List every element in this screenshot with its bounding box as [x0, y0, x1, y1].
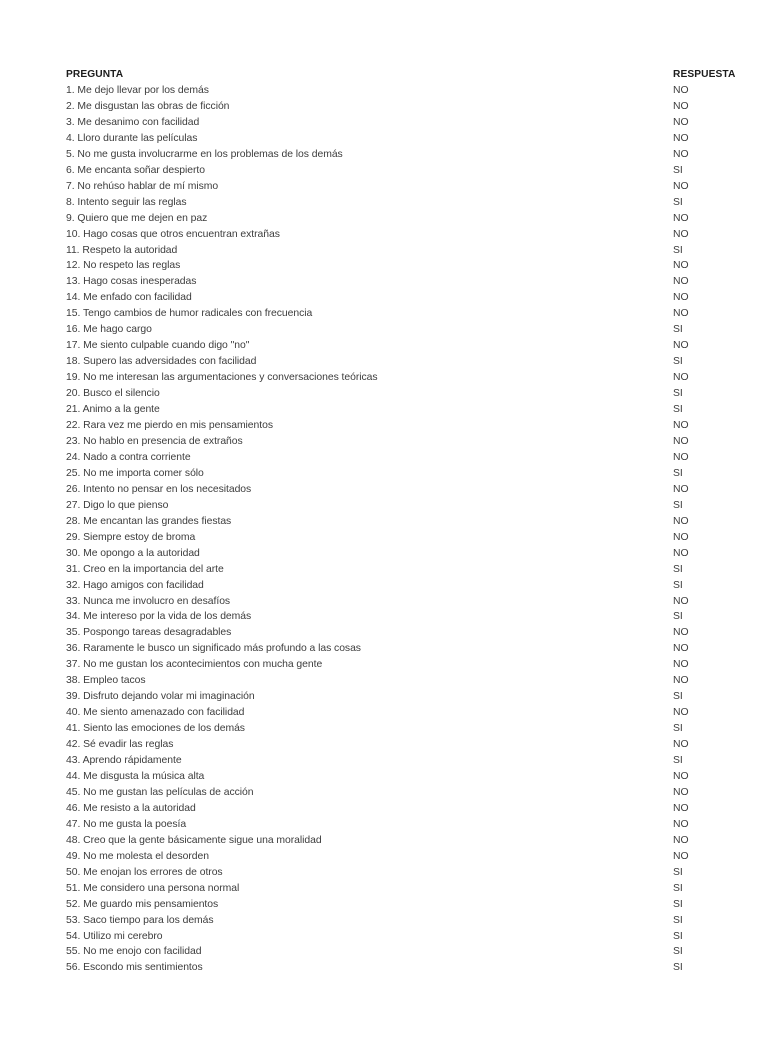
- table-row: [66, 673, 733, 689]
- question-number: 2.: [66, 100, 75, 112]
- question-text: Creo que la gente básicamente sigue una moralidad: [83, 834, 322, 846]
- answer-cell: SI: [673, 388, 683, 400]
- answer-cell: SI: [673, 563, 683, 575]
- table-row: [66, 83, 733, 99]
- question-cell: [66, 482, 673, 498]
- question-text: No me enojo con facilidad: [83, 946, 202, 958]
- question-cell: [66, 944, 673, 960]
- question-number: 32.: [66, 579, 81, 591]
- question-number: 20.: [66, 388, 81, 400]
- answer-cell: SI: [673, 882, 683, 894]
- answer-cell: NO: [673, 85, 689, 96]
- question-number: 51.: [66, 882, 81, 894]
- question-text: Pospongo tareas desagradables: [83, 627, 232, 639]
- table-row: [66, 434, 733, 450]
- question-text: No me interesan las argumentaciones y conversaciones teóricas: [83, 372, 378, 384]
- question-text: Siento las emociones de los demás: [83, 723, 245, 735]
- question-text: Hago cosas inesperadas: [83, 276, 197, 288]
- question-number: 34.: [66, 611, 81, 623]
- question-text: Quiero que me dejen en paz: [77, 212, 208, 224]
- question-number: 26.: [66, 483, 81, 495]
- question-text: Rara vez me pierdo en mis pensamientos: [83, 420, 273, 432]
- question-text: Saco tiempo para los demás: [83, 914, 214, 926]
- question-cell: [66, 753, 673, 769]
- answer-cell: NO: [673, 260, 689, 272]
- answer-cell: NO: [673, 802, 689, 814]
- question-text: Me resisto a la autoridad: [83, 802, 196, 814]
- question-text: Lloro durante las películas: [77, 132, 198, 144]
- question-text: Me disgusta la música alta: [83, 770, 205, 782]
- table-row: [66, 753, 733, 769]
- table-row: [66, 386, 733, 402]
- answer-cell: NO: [673, 483, 689, 495]
- table-row: [66, 929, 733, 945]
- question-text: Sé evadir las reglas: [83, 739, 174, 751]
- answer-cell: NO: [673, 228, 689, 240]
- table-row: [66, 833, 733, 849]
- question-cell: [66, 705, 673, 721]
- question-cell: [66, 83, 673, 99]
- question-number: 30.: [66, 547, 81, 559]
- question-text: Siempre estoy de broma: [83, 531, 196, 543]
- question-text: No me molesta el desorden: [83, 850, 209, 862]
- table-row: [66, 721, 733, 737]
- question-cell: [66, 115, 673, 131]
- column-header-question: PREGUNTA: [66, 69, 124, 80]
- answer-cell: NO: [673, 276, 689, 288]
- answer-cell: SI: [673, 914, 683, 926]
- answer-cell: NO: [673, 739, 689, 751]
- table-row: [66, 769, 733, 785]
- question-text: Me dejo llevar por los demás: [77, 85, 209, 96]
- question-cell: [66, 897, 673, 913]
- question-cell: [66, 530, 673, 546]
- question-number: 17.: [66, 340, 81, 352]
- table-row: [66, 354, 733, 370]
- question-number: 41.: [66, 723, 81, 735]
- question-cell: [66, 434, 673, 450]
- answer-cell: NO: [673, 451, 689, 463]
- table-row: [66, 290, 733, 306]
- question-number: 42.: [66, 739, 81, 751]
- table-row: [66, 322, 733, 338]
- table-row: [66, 546, 733, 562]
- question-cell: [66, 195, 673, 211]
- question-cell: [66, 801, 673, 817]
- question-text: No me gusta la poesía: [83, 818, 187, 830]
- question-text: Raramente le busco un significado más profundo a las cosas: [83, 643, 361, 655]
- question-number: 45.: [66, 786, 81, 798]
- question-text: Me encantan las grandes fiestas: [83, 515, 232, 527]
- answer-cell: NO: [673, 180, 689, 192]
- question-number: 37.: [66, 659, 81, 671]
- question-text: Me guardo mis pensamientos: [83, 898, 219, 910]
- question-text: Me considero una persona normal: [83, 882, 240, 894]
- table-row: [66, 657, 733, 673]
- answer-cell: NO: [673, 212, 689, 224]
- question-cell: [66, 402, 673, 418]
- answer-cell: SI: [673, 866, 683, 878]
- answer-cell: NO: [673, 531, 689, 543]
- table-row: [66, 498, 733, 514]
- question-cell: [66, 514, 673, 530]
- answer-cell: NO: [673, 148, 689, 160]
- answer-cell: SI: [673, 164, 683, 176]
- question-cell: [66, 418, 673, 434]
- question-text: No me gusta involucrarme en los problemas de los demás: [77, 148, 343, 160]
- table-row: [66, 530, 733, 546]
- question-number: 4.: [66, 132, 75, 144]
- table-row: [66, 785, 733, 801]
- table-row: [66, 960, 733, 976]
- question-number: 36.: [66, 643, 81, 655]
- answer-cell: NO: [673, 786, 689, 798]
- table-row: [66, 482, 733, 498]
- question-text: Creo en la importancia del arte: [83, 563, 224, 575]
- answer-cell: NO: [673, 116, 689, 128]
- answer-cell: SI: [673, 946, 683, 958]
- answer-cell: SI: [673, 898, 683, 910]
- table-row: [66, 258, 733, 274]
- question-cell: [66, 785, 673, 801]
- question-number: 14.: [66, 292, 81, 304]
- question-text: Me hago cargo: [83, 324, 152, 336]
- question-cell: [66, 306, 673, 322]
- question-number: 38.: [66, 675, 81, 687]
- table-row: [66, 306, 733, 322]
- question-number: 50.: [66, 866, 81, 878]
- column-header-answer: RESPUESTA: [673, 69, 736, 80]
- question-text: Utilizo mi cerebro: [83, 930, 163, 942]
- question-cell: [66, 243, 673, 259]
- question-number: 9.: [66, 212, 75, 224]
- question-cell: [66, 147, 673, 163]
- question-cell: [66, 546, 673, 562]
- question-cell: [66, 960, 673, 976]
- answer-cell: NO: [673, 850, 689, 862]
- answer-cell: NO: [673, 340, 689, 352]
- table-header-row: [66, 66, 733, 83]
- table-row: [66, 689, 733, 705]
- answer-cell: NO: [673, 770, 689, 782]
- answer-cell: NO: [673, 547, 689, 559]
- question-cell: [66, 274, 673, 290]
- question-cell: [66, 131, 673, 147]
- question-cell: [66, 258, 673, 274]
- question-cell: [66, 657, 673, 673]
- question-number: 31.: [66, 563, 81, 575]
- question-text: Escondo mis sentimientos: [83, 962, 203, 974]
- question-number: 52.: [66, 898, 81, 910]
- table-row: [66, 179, 733, 195]
- question-text: Respeto la autoridad: [82, 244, 178, 256]
- question-text: Me desanimo con facilidad: [77, 116, 200, 128]
- question-text: Me opongo a la autoridad: [83, 547, 200, 559]
- table-row: [66, 227, 733, 243]
- question-number: 3.: [66, 116, 75, 128]
- question-text: Supero las adversidades con facilidad: [83, 356, 257, 368]
- question-text: No hablo en presencia de extraños: [83, 435, 243, 447]
- question-cell: [66, 689, 673, 705]
- question-number: 15.: [66, 308, 81, 320]
- table-row: [66, 243, 733, 259]
- question-number: 54.: [66, 930, 81, 942]
- answer-cell: NO: [673, 834, 689, 846]
- question-cell: [66, 578, 673, 594]
- table-row: [66, 817, 733, 833]
- answer-cell: NO: [673, 292, 689, 304]
- question-cell: [66, 179, 673, 195]
- answer-cell: NO: [673, 132, 689, 144]
- question-cell: [66, 721, 673, 737]
- question-cell: [66, 338, 673, 354]
- answer-cell: NO: [673, 100, 689, 112]
- table-row: [66, 147, 733, 163]
- question-cell: [66, 737, 673, 753]
- question-cell: [66, 466, 673, 482]
- question-number: 28.: [66, 515, 81, 527]
- question-cell: [66, 769, 673, 785]
- question-number: 29.: [66, 531, 81, 543]
- table-row: [66, 625, 733, 641]
- question-number: 40.: [66, 707, 81, 719]
- question-cell: [66, 163, 673, 179]
- table-row: [66, 578, 733, 594]
- question-number: 21.: [66, 404, 81, 416]
- answer-cell: SI: [673, 930, 683, 942]
- question-text: Empleo tacos: [83, 675, 146, 687]
- table-row: [66, 211, 733, 227]
- answer-cell: SI: [673, 579, 683, 591]
- question-cell: [66, 211, 673, 227]
- question-number: 16.: [66, 324, 81, 336]
- answer-cell: SI: [673, 404, 683, 416]
- question-number: 53.: [66, 914, 81, 926]
- table-row: [66, 705, 733, 721]
- table-row: [66, 944, 733, 960]
- question-number: 5.: [66, 148, 75, 160]
- question-cell: [66, 849, 673, 865]
- question-text: No respeto las reglas: [83, 260, 181, 272]
- question-cell: [66, 881, 673, 897]
- table-body: [66, 83, 733, 976]
- table-row: [66, 163, 733, 179]
- table-row: [66, 195, 733, 211]
- question-number: 49.: [66, 850, 81, 862]
- answer-cell: SI: [673, 356, 683, 368]
- question-cell: [66, 913, 673, 929]
- question-number: 1.: [66, 85, 75, 96]
- table-row: [66, 881, 733, 897]
- table-row: [66, 274, 733, 290]
- question-number: 11.: [66, 244, 80, 256]
- table-row: [66, 131, 733, 147]
- question-cell: [66, 562, 673, 578]
- table-row: [66, 418, 733, 434]
- answer-cell: NO: [673, 707, 689, 719]
- question-text: Me intereso por la vida de los demás: [83, 611, 252, 623]
- answer-cell: NO: [673, 435, 689, 447]
- question-text: Intento no pensar en los necesitados: [83, 483, 252, 495]
- question-number: 39.: [66, 691, 81, 703]
- question-number: 35.: [66, 627, 81, 639]
- answer-cell: SI: [673, 755, 683, 767]
- question-number: 7.: [66, 180, 75, 192]
- question-number: 13.: [66, 276, 81, 288]
- table-row: [66, 801, 733, 817]
- table-row: [66, 115, 733, 131]
- answer-cell: SI: [673, 499, 683, 511]
- question-text: Tengo cambios de humor radicales con frecuencia: [82, 308, 313, 320]
- question-cell: [66, 673, 673, 689]
- answer-cell: SI: [673, 723, 683, 735]
- question-text: Aprendo rápidamente: [82, 755, 182, 767]
- table-row: [66, 370, 733, 386]
- question-number: 19.: [66, 372, 81, 384]
- question-text: Animo a la gente: [82, 404, 160, 416]
- table-row: [66, 737, 733, 753]
- question-number: 18.: [66, 356, 81, 368]
- questionnaire-table: [66, 66, 736, 976]
- table-row: [66, 641, 733, 657]
- question-text: Intento seguir las reglas: [77, 196, 187, 208]
- answer-cell: NO: [673, 308, 689, 320]
- question-number: 44.: [66, 770, 81, 782]
- question-text: Me disgustan las obras de ficción: [77, 100, 230, 112]
- question-cell: [66, 817, 673, 833]
- question-text: No rehúso hablar de mí mismo: [77, 180, 219, 192]
- question-number: 33.: [66, 595, 81, 607]
- table-header: [66, 66, 736, 83]
- question-cell: [66, 641, 673, 657]
- table-row: [66, 450, 733, 466]
- answer-cell: NO: [673, 420, 689, 432]
- table-row: [66, 865, 733, 881]
- question-text: Digo lo que pienso: [83, 499, 169, 511]
- question-cell: [66, 865, 673, 881]
- question-cell: [66, 386, 673, 402]
- question-cell: [66, 833, 673, 849]
- table-row: [66, 514, 733, 530]
- answer-cell: NO: [673, 372, 689, 384]
- question-number: 24.: [66, 451, 81, 463]
- question-text: Nado a contra corriente: [83, 451, 191, 463]
- table-row: [66, 338, 733, 354]
- question-number: 27.: [66, 499, 81, 511]
- question-number: 10.: [66, 228, 81, 240]
- question-text: Disfruto dejando volar mi imaginación: [83, 691, 255, 703]
- question-text: Me enfado con facilidad: [83, 292, 192, 304]
- table-row: [66, 594, 733, 610]
- question-cell: [66, 609, 673, 625]
- question-number: 8.: [66, 196, 75, 208]
- table-row: [66, 609, 733, 625]
- question-number: 6.: [66, 164, 75, 176]
- question-cell: [66, 625, 673, 641]
- question-cell: [66, 290, 673, 306]
- answer-cell: SI: [673, 611, 683, 623]
- question-cell: [66, 99, 673, 115]
- table-row: [66, 99, 733, 115]
- answer-cell: SI: [673, 691, 683, 703]
- question-number: 25.: [66, 467, 81, 479]
- question-text: Busco el silencio: [83, 388, 160, 400]
- question-number: 12.: [66, 260, 81, 272]
- table-row: [66, 402, 733, 418]
- question-number: 43.: [66, 755, 81, 767]
- answer-cell: SI: [673, 196, 683, 208]
- answer-cell: SI: [673, 962, 683, 974]
- answer-cell: NO: [673, 818, 689, 830]
- question-text: Me siento amenazado con facilidad: [83, 707, 245, 719]
- question-cell: [66, 354, 673, 370]
- question-text: Nunca me involucro en desafíos: [83, 595, 231, 607]
- question-text: Me siento culpable cuando digo "no": [83, 340, 250, 352]
- question-text: No me gustan las películas de acción: [83, 786, 254, 798]
- question-number: 56.: [66, 962, 81, 974]
- question-cell: [66, 450, 673, 466]
- answer-cell: NO: [673, 595, 689, 607]
- question-number: 47.: [66, 818, 81, 830]
- question-cell: [66, 594, 673, 610]
- question-number: 48.: [66, 834, 81, 846]
- table-row: [66, 849, 733, 865]
- question-text: Hago amigos con facilidad: [83, 579, 204, 591]
- question-cell: [66, 498, 673, 514]
- question-text: Hago cosas que otros encuentran extrañas: [83, 228, 280, 240]
- question-text: Me encanta soñar despierto: [77, 164, 205, 176]
- question-number: 23.: [66, 435, 81, 447]
- answer-cell: NO: [673, 659, 689, 671]
- question-number: 55.: [66, 946, 81, 958]
- answer-cell: SI: [673, 467, 683, 479]
- question-cell: [66, 227, 673, 243]
- question-text: No me gustan los acontecimientos con mucha gente: [83, 659, 323, 671]
- question-text: Me enojan los errores de otros: [83, 866, 223, 878]
- answer-cell: NO: [673, 643, 689, 655]
- question-number: 22.: [66, 420, 81, 432]
- table-row: [66, 897, 733, 913]
- answer-cell: SI: [673, 244, 683, 256]
- question-number: 46.: [66, 802, 81, 814]
- table-row: [66, 466, 733, 482]
- question-cell: [66, 322, 673, 338]
- table-row: [66, 913, 733, 929]
- question-cell: [66, 929, 673, 945]
- answer-cell: NO: [673, 515, 689, 527]
- table-row: [66, 562, 733, 578]
- question-text: No me importa comer sólo: [83, 467, 204, 479]
- answer-cell: NO: [673, 627, 689, 639]
- answer-cell: SI: [673, 324, 683, 336]
- question-cell: [66, 370, 673, 386]
- answer-cell: NO: [673, 675, 689, 687]
